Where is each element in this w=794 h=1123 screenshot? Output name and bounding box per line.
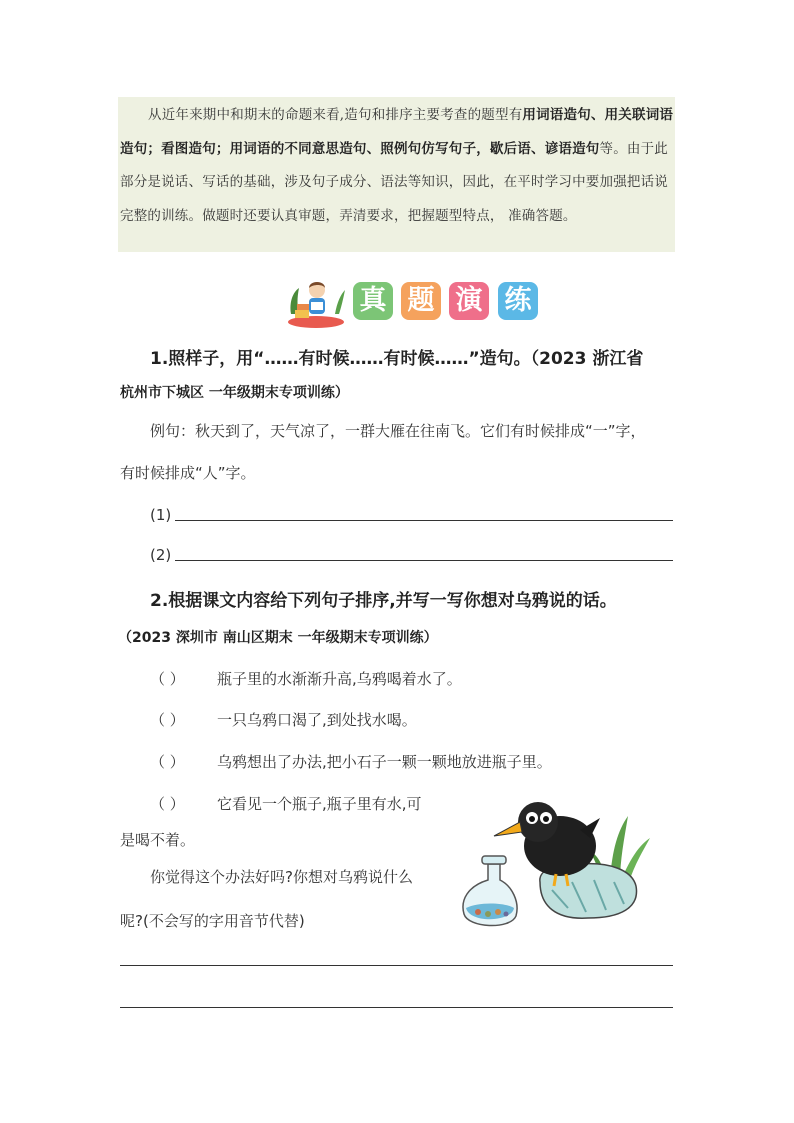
banner-tile-2: 题 bbox=[401, 282, 441, 320]
q1-blank-label-1: (1) bbox=[150, 506, 172, 524]
intro-box bbox=[118, 97, 675, 252]
q2-order-blank-4[interactable]: （ ） bbox=[150, 795, 185, 813]
intro-text: 从近年来期中和期末的命题来看,造句和排序主要考查的题型有 bbox=[148, 107, 523, 123]
intro-bold-2: 用关联词语造句；看图造句；用词语的不同意思造句、照例句仿写句子，歇后语、谚语造句 bbox=[120, 107, 674, 157]
q2-item-4-cont: 是喝不着。 bbox=[120, 831, 196, 849]
q2-prompt-line2: 呢?(不会写的字用音节代替) bbox=[120, 912, 305, 930]
q2-order-blank-2[interactable]: （ ） bbox=[150, 711, 185, 729]
q2-order-blank-3[interactable]: （ ） bbox=[150, 753, 185, 771]
q1-example-line1: 例句：秋天到了，天气凉了，一群大雁在往南飞。它们有时候排成“一”字， bbox=[150, 422, 646, 440]
banner-tile-4: 练 bbox=[498, 282, 538, 320]
q2-prompt-line1: 你觉得这个办法好吗?你想对乌鸦说什么 bbox=[150, 868, 413, 886]
q2-order-blank-1[interactable]: （ ） bbox=[150, 670, 185, 688]
banner-tile-1: 真 bbox=[353, 282, 393, 320]
intro-text-2: 等。由于此部分是说话、写话的基础，涉及句子成分、语法等知识，因此，在平时学习中要加强把话说完整的训练。做题时还要认真审题，弄清要求，把握题型特点， 准确答题。 bbox=[120, 140, 668, 224]
q2-item-4: 它看见一个瓶子,瓶子里有水,可 bbox=[217, 795, 422, 813]
banner-tile-3: 演 bbox=[449, 282, 489, 320]
practice-banner bbox=[285, 274, 545, 330]
q2-source: （2023 深圳市 南山区期末 一年级期末专项训练） bbox=[118, 630, 438, 646]
reading-girl-icon bbox=[285, 274, 347, 330]
q1-blank-label-2: (2) bbox=[150, 546, 172, 564]
q2-item-3: 乌鸦想出了办法,把小石子一颗一颗地放进瓶子里。 bbox=[217, 753, 552, 771]
q2-answer-line-1[interactable] bbox=[120, 965, 673, 966]
q2-title: 2.根据课文内容给下列句子排序,并写一写你想对乌鸦说的话。 bbox=[150, 591, 617, 611]
q1-title: 1.照样子，用“……有时候……有时候……”造句。（2023 浙江省 bbox=[150, 349, 644, 369]
crow-and-bottle-illustration bbox=[460, 790, 670, 940]
q1-answer-line-1[interactable] bbox=[175, 520, 673, 521]
intro-bold-1: 用词语造句、 bbox=[522, 107, 605, 123]
q1-source: 杭州市下城区 一年级期末专项训练） bbox=[120, 385, 349, 401]
q2-item-1: 瓶子里的水渐渐升高,乌鸦喝着水了。 bbox=[217, 670, 462, 688]
q2-answer-line-2[interactable] bbox=[120, 1007, 673, 1008]
q1-answer-line-2[interactable] bbox=[175, 560, 673, 561]
q2-item-2: 一只乌鸦口渴了,到处找水喝。 bbox=[217, 711, 417, 729]
q1-example-line2: 有时候排成“人”字。 bbox=[120, 464, 256, 482]
